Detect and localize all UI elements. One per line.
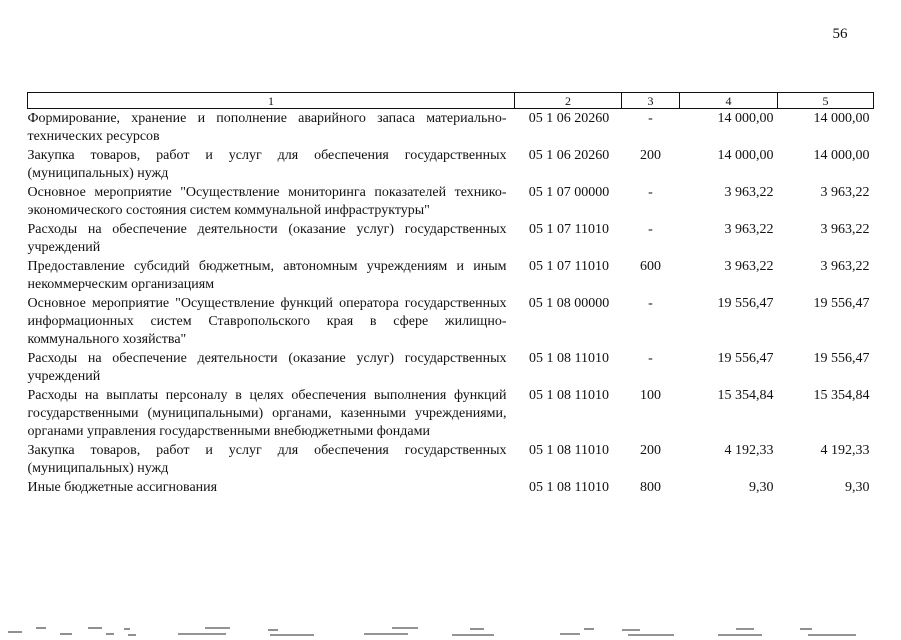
- column-header-1: 1: [28, 93, 515, 109]
- row-expense-type: -: [648, 351, 653, 366]
- row-name: Расходы на выплаты персоналу в целях обеспечения выполнения функций государственными (муниципальными) органами, казенными учреждениями, органами управления государственными внебюджетными фондами: [27, 388, 507, 439]
- table-row: [28, 387, 874, 442]
- row-code: 05 1 07 11010: [529, 222, 609, 237]
- row-sum-1: 14 000,00: [717, 148, 774, 163]
- row-code: 05 1 08 11010: [529, 388, 609, 403]
- column-header-2: 2: [515, 93, 622, 109]
- table-row: [28, 221, 874, 258]
- row-code: 05 1 07 11010: [529, 259, 609, 274]
- table-row: [28, 109, 874, 148]
- table-row: [28, 184, 874, 221]
- row-sum-2: 3 963,22: [820, 259, 870, 274]
- table-header-row: [28, 93, 874, 109]
- table-row: [28, 479, 874, 498]
- row-sum-2: 14 000,00: [813, 148, 870, 163]
- row-name: Основное мероприятие "Осуществление мониторинга показателей технико-экономического состояния систем коммунальной инфраструктуры": [27, 185, 507, 218]
- budget-table: [27, 92, 874, 498]
- column-header-5: 5: [778, 93, 874, 109]
- row-sum-2: 15 354,84: [813, 388, 870, 403]
- row-expense-type: -: [648, 296, 653, 311]
- row-expense-type: 100: [640, 388, 661, 403]
- row-expense-type: 200: [640, 443, 661, 458]
- row-name: Формирование, хранение и пополнение аварийного запаса материально-технических ресурсов: [27, 111, 507, 144]
- row-expense-type: 800: [640, 480, 661, 495]
- row-sum-2: 3 963,22: [820, 222, 870, 237]
- scan-artifact-marks: [0, 620, 901, 640]
- row-expense-type: 200: [640, 148, 661, 163]
- table-row: [28, 442, 874, 479]
- row-sum-1: 9,30: [749, 480, 774, 495]
- row-sum-2: 19 556,47: [813, 296, 870, 311]
- row-code: 05 1 08 11010: [529, 480, 609, 495]
- row-name: Предоставление субсидий бюджетным, автономным учреждениям и иным некоммерческим организациям: [27, 259, 507, 292]
- row-sum-2: 14 000,00: [813, 111, 870, 126]
- row-name: Расходы на обеспечение деятельности (оказание услуг) государственных учреждений: [27, 351, 507, 384]
- row-code: 05 1 08 11010: [529, 443, 609, 458]
- table-row: [28, 350, 874, 387]
- row-expense-type: -: [648, 222, 653, 237]
- row-sum-2: 3 963,22: [820, 185, 870, 200]
- row-sum-1: 3 963,22: [724, 222, 774, 237]
- row-name: Иные бюджетные ассигнования: [27, 480, 218, 495]
- table-row: [28, 258, 874, 295]
- row-code: 05 1 07 00000: [528, 185, 610, 200]
- row-name: Расходы на обеспечение деятельности (оказание услуг) государственных учреждений: [27, 222, 507, 255]
- row-name: Закупка товаров, работ и услуг для обеспечения государственных (муниципальных) нужд: [27, 443, 507, 476]
- table-row: [28, 147, 874, 184]
- row-sum-2: 4 192,33: [820, 443, 870, 458]
- row-code: 05 1 08 11010: [529, 351, 609, 366]
- row-sum-1: 15 354,84: [717, 388, 774, 403]
- row-code: 05 1 08 00000: [528, 296, 610, 311]
- row-sum-1: 3 963,22: [724, 185, 774, 200]
- row-expense-type: 600: [640, 259, 661, 274]
- row-sum-1: 19 556,47: [717, 351, 774, 366]
- row-name: Основное мероприятие "Осуществление функций оператора государственных информационных систем Ставропольского края в сфере жилищно-коммунального хозяйства": [27, 296, 507, 347]
- table-row: [28, 295, 874, 350]
- column-header-4: 4: [680, 93, 778, 109]
- row-sum-1: 3 963,22: [724, 259, 774, 274]
- row-sum-1: 4 192,33: [724, 443, 774, 458]
- row-sum-2: 9,30: [845, 480, 870, 495]
- page-number: 56: [832, 26, 848, 42]
- row-sum-1: 19 556,47: [717, 296, 774, 311]
- row-expense-type: -: [648, 185, 653, 200]
- row-code: 05 1 06 20260: [528, 148, 610, 163]
- column-header-3: 3: [622, 93, 680, 109]
- row-sum-2: 19 556,47: [813, 351, 870, 366]
- row-name: Закупка товаров, работ и услуг для обеспечения государственных (муниципальных) нужд: [27, 148, 507, 181]
- row-expense-type: -: [648, 111, 653, 126]
- row-code: 05 1 06 20260: [528, 111, 610, 126]
- row-sum-1: 14 000,00: [717, 111, 774, 126]
